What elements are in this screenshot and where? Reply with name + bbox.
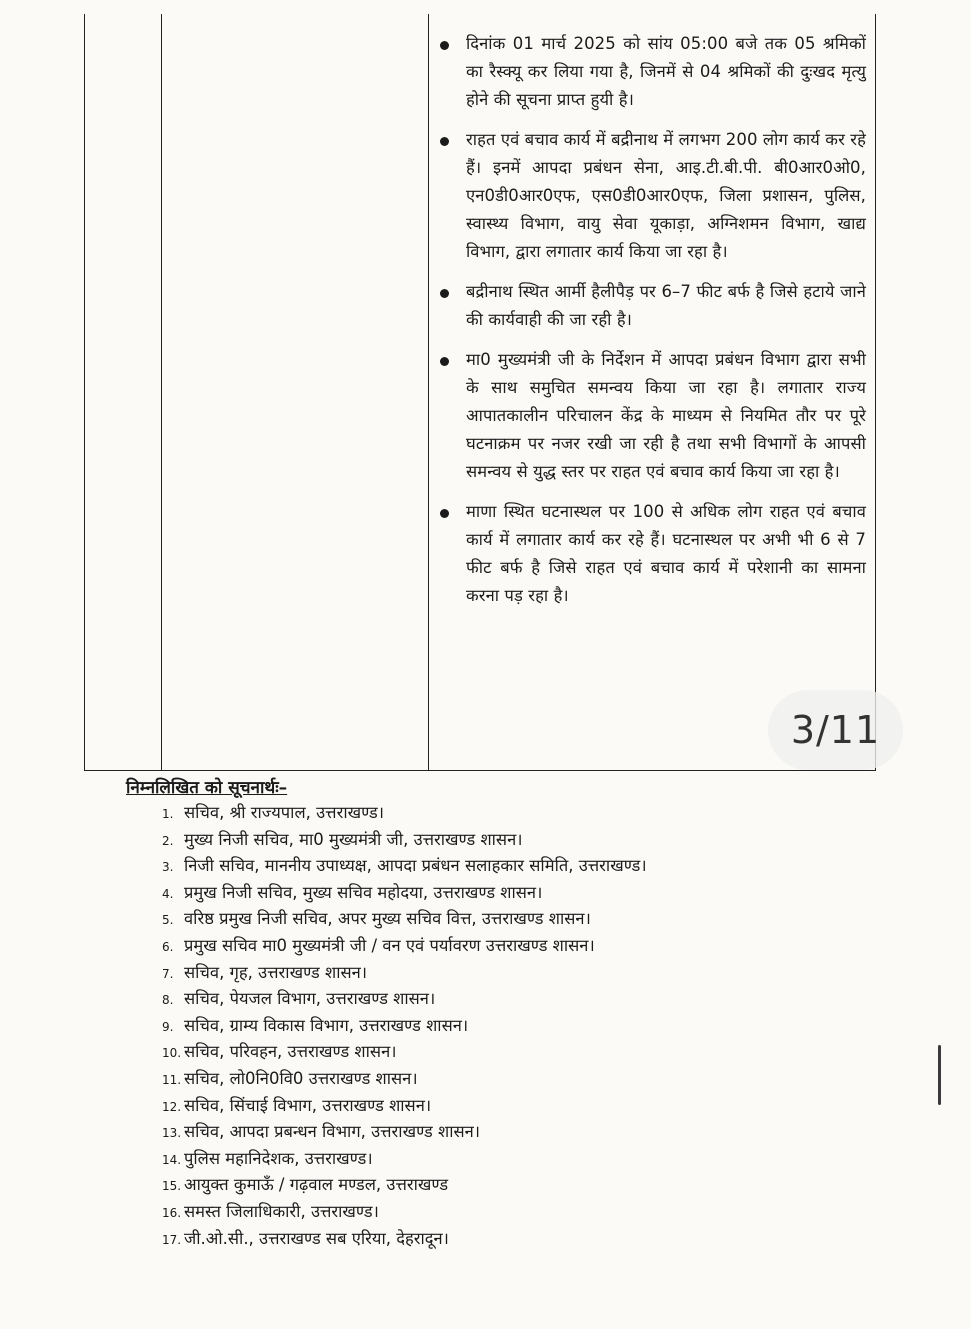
list-item [162, 1226, 862, 1253]
list-item [162, 1146, 862, 1173]
status-table [84, 14, 876, 771]
bullet-text: माणा स्थित घटनास्थल पर 100 से अधिक लोग राहत एवं बचाव कार्य में लगातार कार्य कर रहे हैं। घटनास्थल पर अभी भी 6 से 7 फीट बर्फ है जिसे राहत एवं बचाव कार्य में परेशानी का सामना करना पड़ रहा है। [466, 502, 866, 605]
bullet-text: मा0 मुख्यमंत्री जी के निर्देशन में आपदा प्रबंधन विभाग द्वारा सभी के साथ समुचित समन्वय किया जा रहा है। लगातार राज्य आपातकालीन परिचालन केंद्र के माध्यम से नियमित तौर पर पूरे घटनाक्रम पर नजर रखी जा रही है तथा सभी विभागों के आपसी समन्वय से युद्ध स्तर पर राहत एवं बचाव कार्य किया जा रहा है। [466, 350, 866, 481]
list-item [162, 986, 862, 1013]
list-item [162, 1013, 862, 1040]
list-item [162, 906, 862, 933]
list-item [162, 960, 862, 987]
list-item-number: 15. [162, 1179, 182, 1194]
bullet-item [436, 498, 866, 610]
list-item-text: सचिव, आपदा प्रबन्धन विभाग, उत्तराखण्ड शासन। [184, 1122, 481, 1142]
bullet-icon [440, 357, 449, 366]
list-item [162, 853, 862, 880]
list-item [162, 880, 862, 907]
list-item-text: सचिव, गृह, उत्तराखण्ड शासन। [184, 962, 368, 982]
list-item-text: जी.ओ.सी., उत्तराखण्ड सब एरिया, देहरादून। [184, 1228, 449, 1248]
bullet-item [436, 278, 866, 334]
distribution-heading: निम्नलिखित को सूचनार्थः– [126, 778, 288, 798]
list-item-text: सचिव, लो0नि0वि0 उत्तराखण्ड शासन। [184, 1068, 418, 1088]
list-item-text: सचिव, परिवहन, उत्तराखण्ड शासन। [184, 1042, 397, 1062]
list-item [162, 1066, 862, 1093]
list-item-text: प्रमुख सचिव मा0 मुख्यमंत्री जी / वन एवं पर्यावरण उत्तराखण्ड शासन। [184, 935, 595, 955]
bullet-item [436, 30, 866, 114]
list-item-number: 9. [162, 1019, 174, 1034]
list-item-number: 10. [162, 1046, 182, 1061]
list-item-text: प्रमुख निजी सचिव, मुख्य सचिव महोदया, उत्तराखण्ड शासन। [184, 882, 543, 902]
list-item [162, 1199, 862, 1226]
list-item-text: सचिव, ग्राम्य विकास विभाग, उत्तराखण्ड शासन। [184, 1015, 469, 1035]
list-item-text: सचिव, सिंचाई विभाग, उत्तराखण्ड शासन। [184, 1095, 432, 1115]
list-item-number: 11. [162, 1072, 182, 1087]
column-divider-1 [161, 14, 162, 770]
column-divider-2 [428, 14, 429, 770]
list-item-text: मुख्य निजी सचिव, मा0 मुख्यमंत्री जी, उत्तराखण्ड शासन। [184, 829, 523, 849]
list-item-number: 16. [162, 1205, 182, 1220]
list-item-number: 6. [162, 939, 174, 954]
bullet-icon [440, 289, 449, 298]
list-item-number: 12. [162, 1099, 182, 1114]
scan-edge-mark [938, 1045, 941, 1105]
page-indicator-badge [768, 690, 903, 770]
distribution-list [162, 800, 862, 1252]
list-item-number: 13. [162, 1126, 182, 1141]
list-item [162, 933, 862, 960]
list-item-text: सचिव, पेयजल विभाग, उत्तराखण्ड शासन। [184, 989, 436, 1009]
list-item-text: सचिव, श्री राज्यपाल, उत्तराखण्ड। [184, 803, 385, 822]
list-item-text: पुलिस महानिदेशक, उत्तराखण्ड। [184, 1148, 373, 1168]
list-item-number: 17. [162, 1232, 182, 1247]
bullet-text: राहत एवं बचाव कार्य में बद्रीनाथ में लगभग 200 लोग कार्य कर रहे हैं। इनमें आपदा प्रबंधन सेना, आइ.टी.बी.पी. बी0आर0ओ0, एन0डी0आर0एफ, एस0डी0आर0एफ, जिला प्रशासन, पुलिस, स्वास्थ्य विभाग, वायु सेवा यूकाड़ा, अग्निशमन विभाग, खाद्य विभाग, द्वारा लगातार कार्य किया जा रहा है। [466, 130, 866, 261]
list-item-text: वरिष्ठ प्रमुख निजी सचिव, अपर मुख्य सचिव वित्त, उत्तराखण्ड शासन। [184, 909, 591, 929]
bullet-item [436, 126, 866, 266]
list-item-number: 7. [162, 966, 174, 981]
bullet-item [436, 346, 866, 486]
page-indicator: 3/11 [790, 708, 881, 752]
bullet-text: दिनांक 01 मार्च 2025 को सांय 05:00 बजे तक 05 श्रमिकों का रैस्क्यू कर लिया गया है, जिनमें से 04 श्रमिकों की दुःखद मृत्यु होने की सूचना प्राप्त हुयी है। [466, 34, 866, 109]
status-details-cell [436, 30, 866, 622]
list-item-text: समस्त जिलाधिकारी, उत्तराखण्ड। [184, 1201, 379, 1221]
bullet-icon [440, 509, 449, 518]
list-item-number: 3. [162, 860, 174, 875]
bullet-icon [440, 137, 449, 146]
list-item-number: 8. [162, 993, 174, 1008]
list-item-text: निजी सचिव, माननीय उपाध्यक्ष, आपदा प्रबंधन सलाहकार समिति, उत्तराखण्ड। [184, 856, 647, 876]
list-item [162, 827, 862, 854]
list-item [162, 1039, 862, 1066]
list-item [162, 1172, 862, 1199]
list-item-number: 2. [162, 833, 174, 848]
list-item-number: 14. [162, 1152, 182, 1167]
list-item-number: 4. [162, 886, 174, 901]
list-item [162, 1093, 862, 1120]
list-item-number: 1. [162, 807, 174, 821]
list-item [162, 800, 862, 827]
bullet-text: बद्रीनाथ स्थित आर्मी हैलीपैड़ पर 6–7 फीट बर्फ है जिसे हटाये जाने की कार्यवाही की जा रही है। [466, 282, 866, 329]
list-item [162, 1119, 862, 1146]
list-item-text: आयुक्त कुमाऊँ / गढ़वाल मण्डल, उत्तराखण्ड [184, 1175, 449, 1195]
bullet-icon [440, 41, 449, 50]
list-item-number: 5. [162, 913, 174, 928]
